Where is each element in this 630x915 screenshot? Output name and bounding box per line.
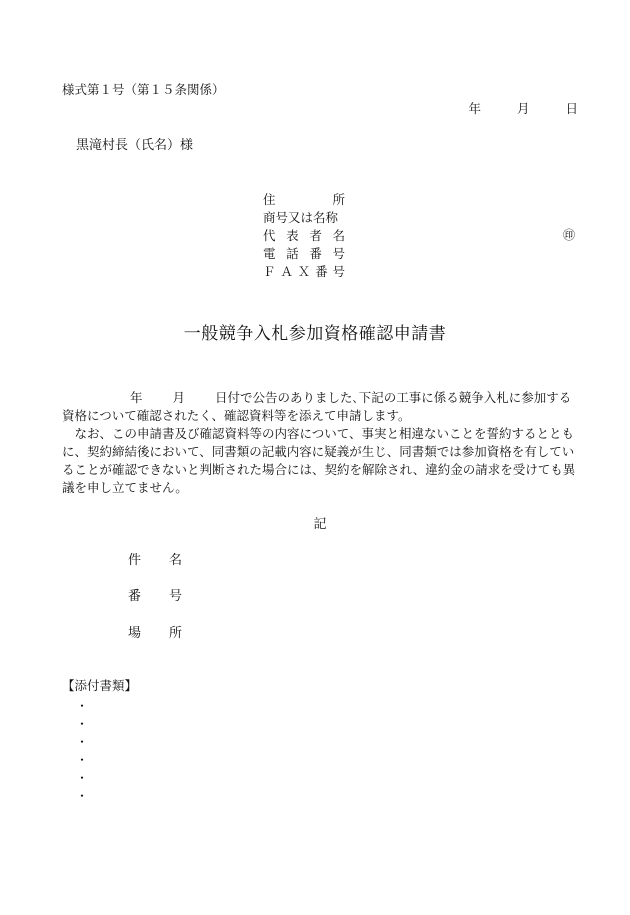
paragraph-pledge: なお、この申請書及び確認資料等の内容について、事実と相違ないことを誓約するとともに、契約締結後において、同書類の記載内容に疑義が生じ、同書類では参加資格を有していることが確認できないと判断された場合には、契約を解除され、違約金の請求を受けても異議を申し立てません。 <box>62 426 576 495</box>
field-phone-label <box>263 248 345 261</box>
paragraph-application-text: 日付で公告のありました､下記の工事に係る競争入札に参加する資格について確認されたく、確認資料等を添えて申請します。 <box>62 390 572 423</box>
date-day: 日 <box>565 101 578 116</box>
paragraph-application <box>62 389 582 425</box>
label-char: Ｘ <box>297 264 311 279</box>
list-item: ・ <box>76 771 89 785</box>
body-text <box>62 389 582 497</box>
list-item: ・ <box>76 717 89 731</box>
label-char: Ａ <box>280 264 293 279</box>
field-address-label <box>263 194 345 207</box>
date-month: 月 <box>516 101 530 116</box>
ki-heading: 記 <box>313 517 327 532</box>
label-char: 名 <box>168 553 182 568</box>
label-char: 号 <box>332 246 345 261</box>
label-char: 所 <box>168 626 182 641</box>
date-line <box>468 103 578 116</box>
label-char: 番 <box>315 264 328 279</box>
field-company-label: 商号又は名称 <box>263 210 339 225</box>
date-year: 年 <box>468 101 481 116</box>
label-char: 場 <box>128 626 142 641</box>
label-char: 番 <box>128 589 142 604</box>
recipient: 黒滝村長（氏名）様 <box>76 138 194 153</box>
label-char: 代 <box>263 228 276 243</box>
label-char: 件 <box>128 553 142 568</box>
detail-name-label <box>128 554 182 567</box>
label-char: 者 <box>309 228 322 243</box>
label-char: Ｆ <box>263 264 276 279</box>
document-title: 一般競争入札参加資格確認申請書 <box>183 324 447 344</box>
label-char: 話 <box>286 246 299 261</box>
attachments-heading: 【添付書類】 <box>62 678 138 693</box>
field-representative-label <box>263 230 345 243</box>
label-char: 名 <box>332 228 345 243</box>
blank-month: 月 <box>172 390 186 405</box>
detail-place-label <box>128 627 182 640</box>
label-char: 所 <box>332 192 345 207</box>
label-char: 表 <box>286 228 299 243</box>
label-char: 号 <box>168 589 182 604</box>
list-item: ・ <box>76 735 89 749</box>
blank-year: 年 <box>130 390 143 405</box>
attachment-list <box>76 697 88 805</box>
form-number: 様式第１号（第１５条関係） <box>62 82 225 97</box>
list-item: ・ <box>76 753 89 767</box>
label-char: 住 <box>263 192 276 207</box>
label-char: 番 <box>309 246 322 261</box>
list-item: ・ <box>76 699 89 713</box>
seal-mark: ㊞ <box>563 228 576 242</box>
label-char: 号 <box>332 264 345 279</box>
list-item: ・ <box>76 789 89 803</box>
label-char: 電 <box>263 246 276 261</box>
detail-number-label <box>128 590 182 603</box>
field-fax-label <box>263 266 345 279</box>
